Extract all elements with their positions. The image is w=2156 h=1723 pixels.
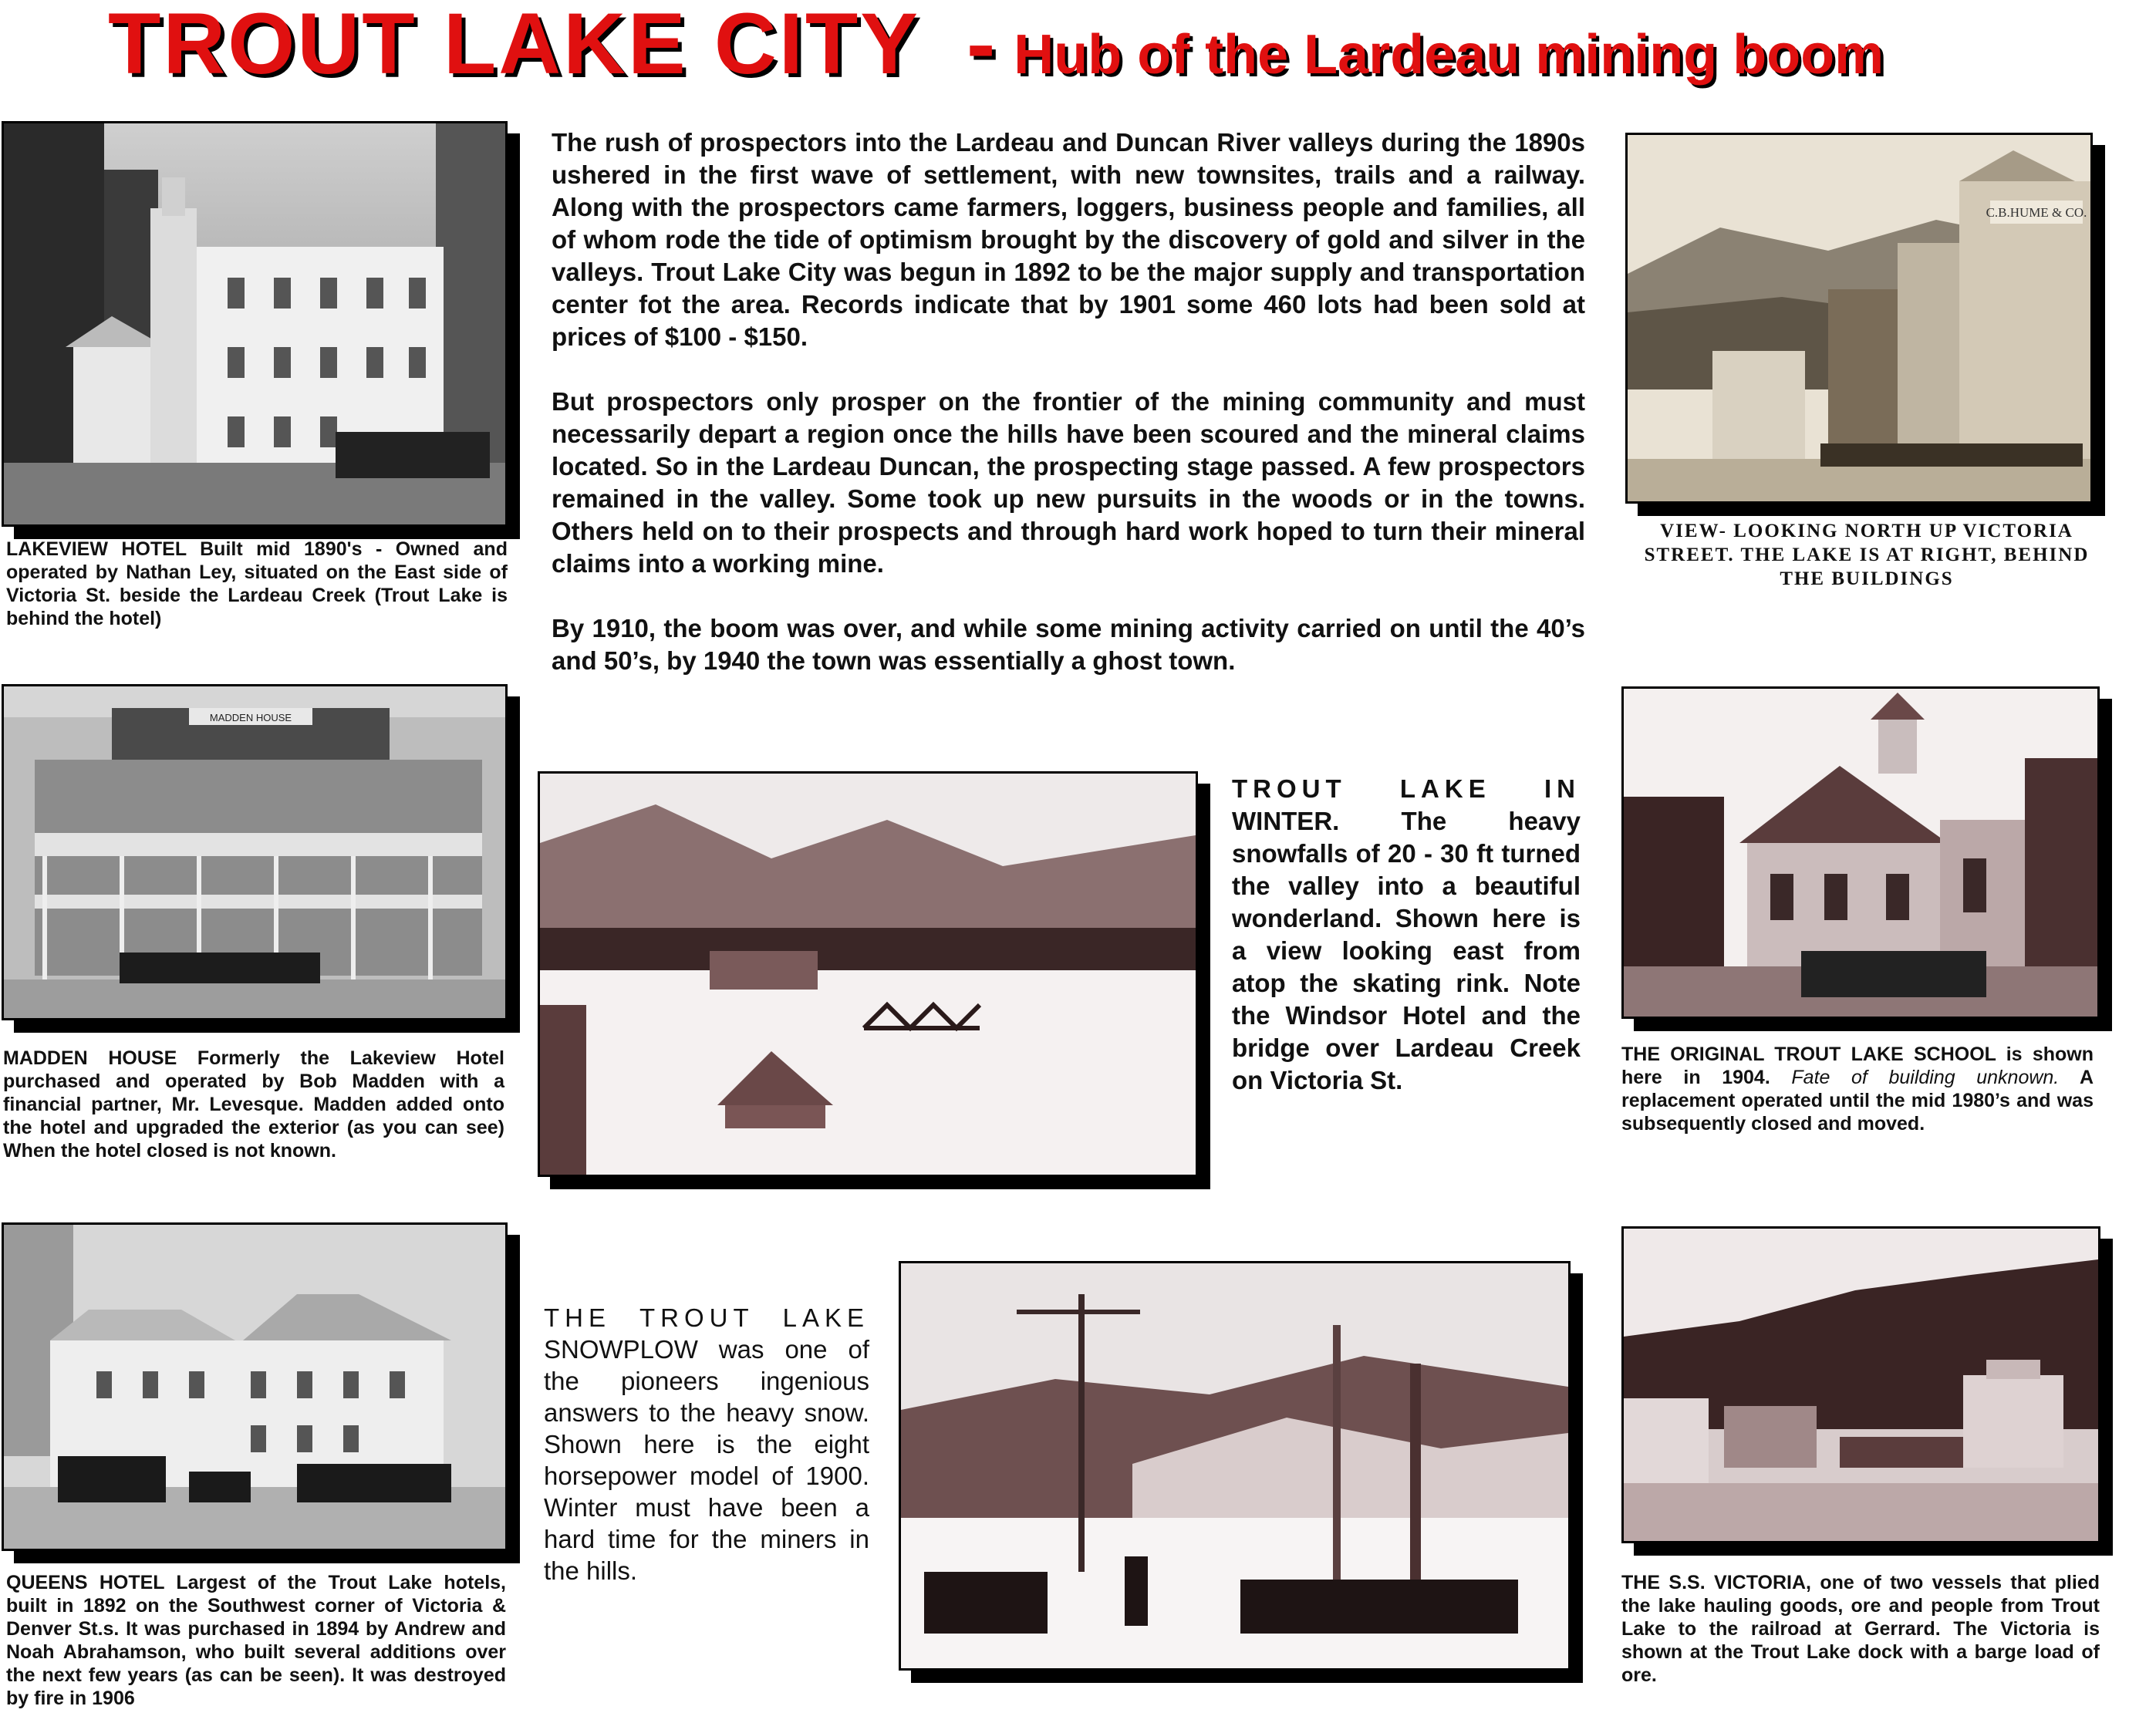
queens-caption-lead: QUEENS HOTEL bbox=[6, 1572, 165, 1593]
victoria-street-caption: VIEW- LOOKING NORTH UP VICTORIA STREET. THE LAKE IS AT RIGHT, BEHIND THE BUILDINGS bbox=[1644, 521, 2090, 589]
school-caption bbox=[1621, 1043, 2094, 1135]
madden-sign: MADDEN HOUSE bbox=[209, 712, 292, 723]
snowplow-caption-lead: THE TROUT LAKE bbox=[544, 1303, 869, 1332]
snowplow-photo bbox=[899, 1261, 1571, 1671]
store-sign: C.B.HUME & CO. bbox=[1986, 205, 2087, 220]
snowplow-caption bbox=[544, 1302, 869, 1586]
intro-text bbox=[552, 126, 1585, 710]
queens-hotel-caption bbox=[6, 1571, 506, 1710]
ss-victoria-caption bbox=[1621, 1571, 2100, 1687]
queens-caption-text: Largest of the Trout Lake hotels, built in 1892 on the Southwest corner of Victoria & Denver St.s. It was purchased in 1894 by Andrew and Noah Abrahamson, who built several additions over the next few years (as can be seen). It was destroyed by fire in 1906 bbox=[6, 1572, 506, 1709]
madden-house-caption bbox=[3, 1047, 504, 1162]
winter-caption bbox=[1232, 773, 1581, 1097]
queens-hotel-photo bbox=[2, 1222, 508, 1551]
winter-photo bbox=[538, 771, 1198, 1177]
lakeview-hotel-photo bbox=[2, 121, 508, 527]
snowplow-caption-text: SNOWPLOW was one of the pioneers ingenious answers to the heavy snow. Shown here is the eight horsepower model of 1900. Winter must have been a hard time for the miners in the hills. bbox=[544, 1335, 869, 1585]
madden-caption-text: Formerly the Lakeview Hotel purchased and operated by Bob Madden with a financial partner, Mr. Levesque. Madden added onto the hotel and upgraded the exterior (as you can see) When the hotel closed is not known. bbox=[3, 1047, 504, 1162]
ss-victoria-caption-lead: THE S.S. VICTORIA bbox=[1621, 1572, 1807, 1593]
lakeview-hotel-caption bbox=[6, 538, 508, 630]
intro-paragraph-2: But prospectors only prosper on the frontier of the mining community and must necessarily depart a region once the hills have been scoured and the mineral claims located. So in the Lardeau Duncan, the prospecting stage passed. A few prospectors remained in the valley. Some took up new pursuits in the woods or in the towns. Others held on to their prospects and through hard work hoped to turn their mineral claims into a working mine. bbox=[552, 387, 1585, 578]
lakeview-caption-lead: LAKEVIEW HOTEL bbox=[6, 538, 187, 560]
ss-victoria-photo bbox=[1621, 1226, 2100, 1543]
madden-caption-lead: MADDEN HOUSE bbox=[3, 1047, 177, 1069]
winter-caption-lead: TROUT LAKE IN bbox=[1232, 774, 1581, 803]
victoria-street-photo bbox=[1625, 133, 2093, 504]
school-caption-italic: Fate of building unknown. bbox=[1791, 1067, 2060, 1088]
intro-paragraph-3: By 1910, the boom was over, and while some mining activity carried on until the 40’s and 50’s, by 1940 the town was essentially a ghost town. bbox=[552, 614, 1585, 675]
school-caption-lead: THE ORIGINAL TROUT LAKE SCHOOL is shown here in 1904. bbox=[1621, 1044, 2094, 1088]
title-main: TROUT LAKE CITY bbox=[108, 0, 920, 92]
winter-caption-text: WINTER. The heavy snowfalls of 20 - 30 ft turned the valley into a beautiful wonderland. Shown here is a view looking east from atop the skating rink. Note the Windsor Hotel and the bridge over Lardeau Creek on Victoria St. bbox=[1232, 807, 1581, 1094]
lakeview-caption-text: Built mid 1890's - Owned and operated by Nathan Ley, situated on the East side of Victoria St. beside the Lardeau Creek (Trout Lake is behind the hotel) bbox=[6, 538, 508, 629]
school-photo bbox=[1621, 686, 2100, 1019]
title-subtitle: Hub of the Lardeau mining boom bbox=[1014, 24, 1884, 86]
intro-paragraph-1: The rush of prospectors into the Lardeau and Duncan River valleys during the 1890s ushered in the first wave of settlement, with new townsites, trails and a railway. Along with the prospectors came farmers, loggers, business people and families, all of whom rode the tide of optimism brought by the discovery of gold and silver in the valleys. Trout Lake City was begun in 1892 to be the major supply and transportation center fot the area. Records indicate that by 1901 some 460 lots had been sold at prices of $100 - $150. bbox=[552, 128, 1585, 351]
school-caption-text: A replacement operated until the mid 1980’s and was subsequently closed and moved. bbox=[1621, 1067, 2094, 1135]
madden-house-photo bbox=[2, 684, 508, 1020]
ss-victoria-caption-text: , one of two vessels that plied the lake hauling goods, ore and people from Trout Lake to the railroad at Gerrard. The Victoria is shown at the Trout Lake dock with a barge load of ore. bbox=[1621, 1572, 2100, 1686]
page-title bbox=[108, 0, 1884, 93]
title-dash: - bbox=[966, 0, 996, 92]
